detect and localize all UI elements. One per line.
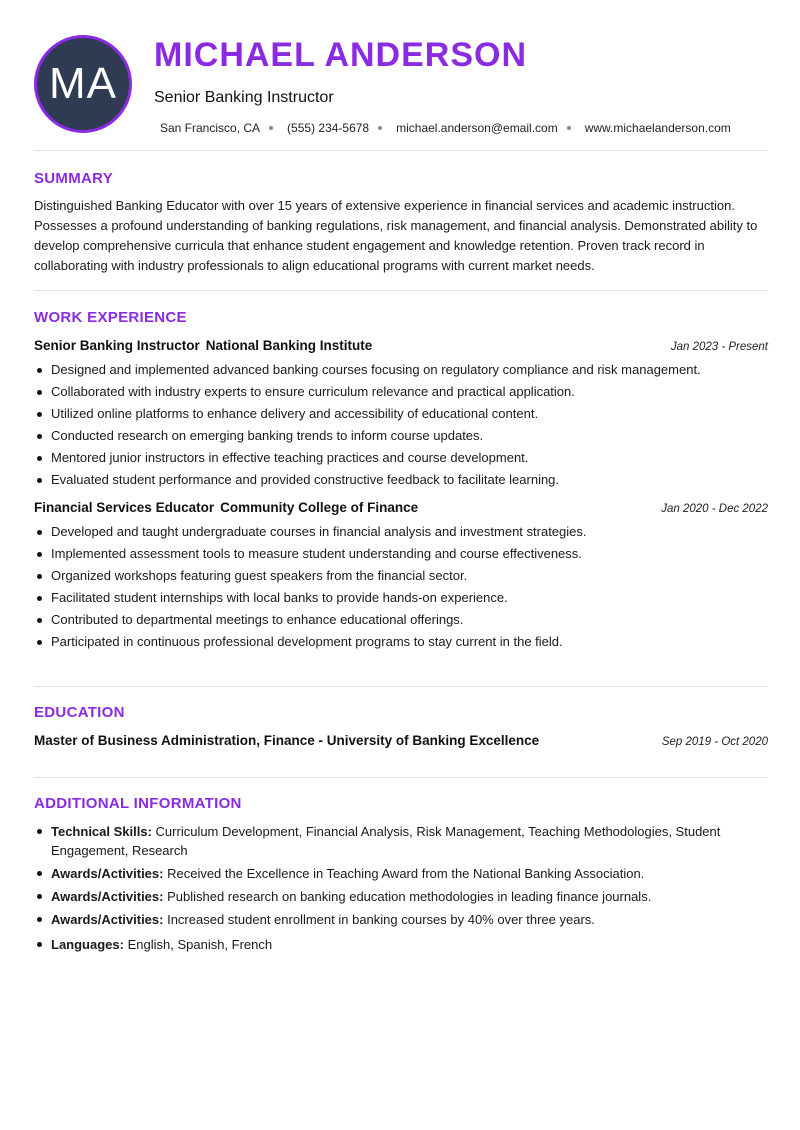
item-text: Increased student enrollment in banking courses by 40% over three years. (167, 912, 595, 927)
separator-dot (567, 126, 571, 130)
list-item: Evaluated student performance and provided constructive feedback to facilitate learning. (34, 469, 768, 491)
job-header (34, 500, 768, 515)
list-item (34, 910, 768, 929)
job-organization: National Banking Institute (205, 338, 373, 353)
item-label: Languages: (51, 937, 124, 952)
list-item (34, 822, 768, 860)
job-role: Financial Services Educator (34, 500, 215, 515)
contact-website[interactable]: www.michaelanderson.com (584, 121, 731, 135)
list-item (34, 864, 768, 883)
avatar (34, 35, 132, 133)
job-dates: Jan 2023 - Present (670, 341, 768, 353)
job-dates: Jan 2020 - Dec 2022 (661, 503, 768, 515)
list-item: Implemented assessment tools to measure student understanding and course effectiveness. (34, 543, 768, 565)
education-heading: EDUCATION (34, 704, 125, 721)
additional-heading: ADDITIONAL INFORMATION (34, 795, 242, 812)
section-divider (34, 777, 768, 778)
item-label: Awards/Activities: (51, 889, 164, 904)
list-item (34, 935, 768, 954)
additional-section (34, 795, 768, 958)
list-item (34, 887, 768, 906)
resume-page (34, 0, 768, 952)
education-section (34, 704, 768, 748)
item-label: Awards/Activities: (51, 866, 164, 881)
job-title (34, 500, 418, 515)
additional-list (34, 822, 768, 954)
item-text: English, Spanish, French (127, 937, 273, 952)
experience-heading: WORK EXPERIENCE (34, 309, 187, 326)
contact-location: San Francisco, CA (160, 121, 287, 135)
experience-section (34, 309, 768, 653)
item-text: Curriculum Development, Financial Analysis, Risk Management, Teaching Methodologies, Student Engagement, Research (51, 824, 721, 858)
resume-header (34, 0, 768, 151)
item-label: Awards/Activities: (51, 912, 164, 927)
job-entry (34, 500, 768, 653)
contact-phone[interactable]: (555) 234-5678 (287, 121, 396, 135)
job-role: Senior Banking Instructor (34, 338, 200, 353)
job-organization: Community College of Finance (220, 500, 419, 515)
job-entry (34, 338, 768, 491)
summary-section (34, 170, 768, 276)
list-item: Mentored junior instructors in effective teaching practices and course development. (34, 447, 768, 469)
list-item: Collaborated with industry experts to ensure curriculum relevance and practical application. (34, 381, 768, 403)
section-divider (34, 686, 768, 687)
list-item: Facilitated student internships with local banks to provide hands-on experience. (34, 587, 768, 609)
list-item: Conducted research on emerging banking trends to inform course updates. (34, 425, 768, 447)
section-divider (34, 290, 768, 291)
degree: Master of Business Administration, Finance - University of Banking Excellence (34, 733, 540, 748)
candidate-name: MICHAEL ANDERSON (154, 36, 528, 74)
list-item: Developed and taught undergraduate courses in financial analysis and investment strategies. (34, 521, 768, 543)
job-bullets (34, 359, 768, 491)
separator-dot (269, 126, 273, 130)
item-label: Technical Skills: (51, 824, 152, 839)
education-entry (34, 733, 768, 748)
avatar-initials: MA (49, 59, 117, 108)
list-item: Utilized online platforms to enhance delivery and accessibility of educational content. (34, 403, 768, 425)
job-bullets (34, 521, 768, 653)
summary-heading: SUMMARY (34, 170, 114, 187)
job-header (34, 338, 768, 353)
contact-bar (160, 121, 731, 135)
list-item: Organized workshops featuring guest speakers from the financial sector. (34, 565, 768, 587)
list-item: Designed and implemented advanced banking courses focusing on regulatory compliance and risk management. (34, 359, 768, 381)
summary-text: Distinguished Banking Educator with over 15 years of extensive experience in financial services and academic instruction. Possesses a profound understanding of banking regulations, risk management, and financial analysis. Demonstrated ability to develop comprehensive curricula that enhance student engagement and knowledge retention. Proven track record in collaborating with industry professionals to align educational programs with current market needs. (34, 198, 758, 273)
contact-email[interactable]: michael.anderson@email.com (396, 121, 585, 135)
list-item: Participated in continuous professional development programs to stay current in the field. (34, 631, 768, 653)
education-dates: Sep 2019 - Oct 2020 (661, 736, 768, 748)
list-item: Contributed to departmental meetings to enhance educational offerings. (34, 609, 768, 631)
item-text: Published research on banking education methodologies in leading finance journals. (167, 889, 652, 904)
item-text: Received the Excellence in Teaching Award from the National Banking Association. (167, 866, 645, 881)
job-title (34, 338, 372, 353)
separator-dot (378, 126, 382, 130)
candidate-title: Senior Banking Instructor (154, 89, 334, 106)
